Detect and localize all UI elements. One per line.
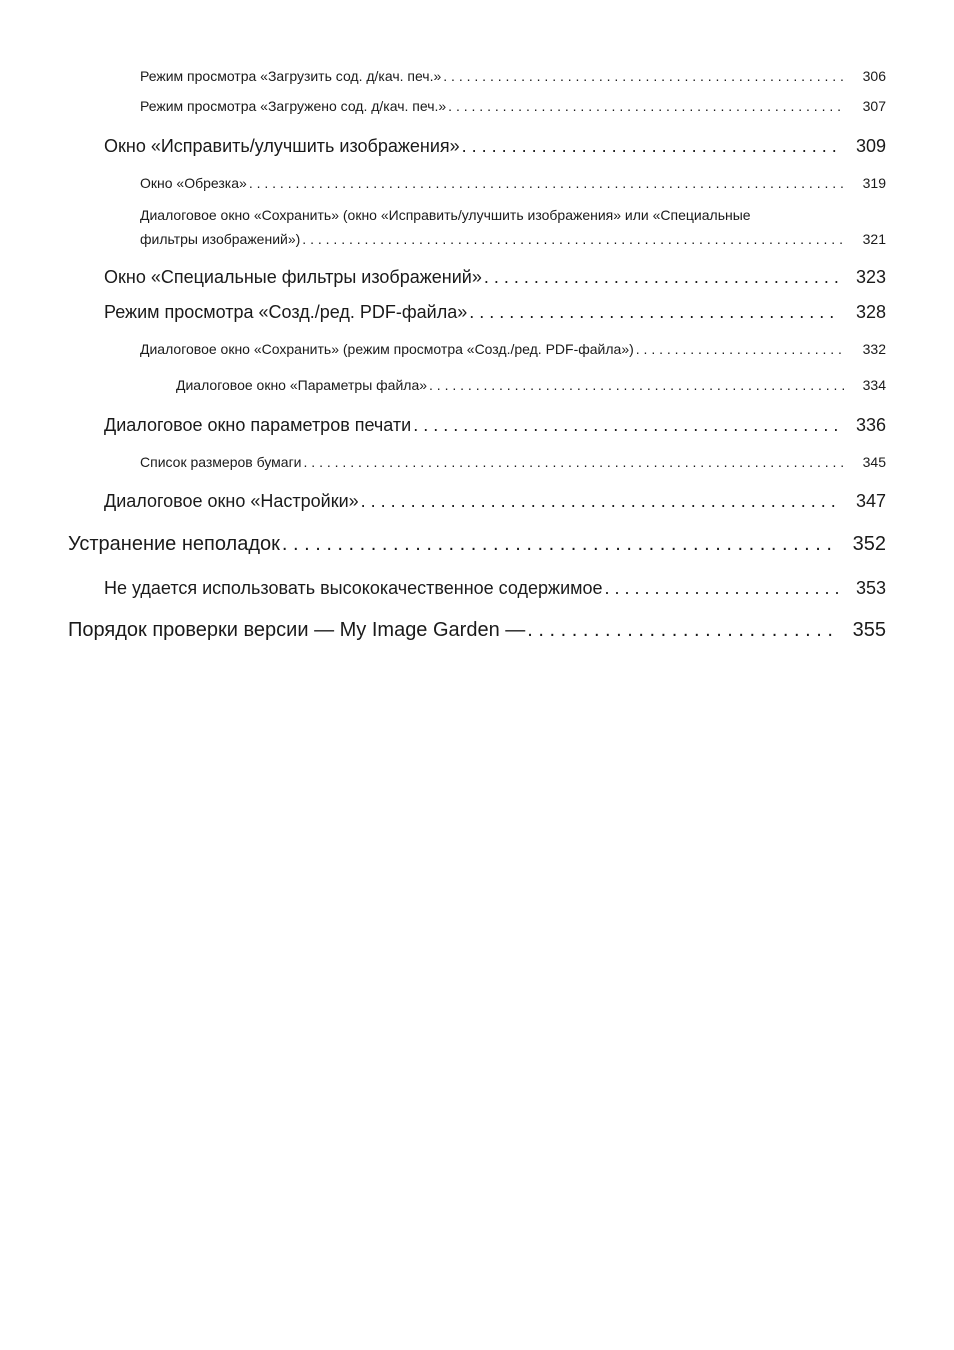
toc-entry-title: Диалоговое окно параметров печати [104,415,412,435]
toc-entry-page: 319 [862,175,886,191]
dot-leader [302,227,846,251]
dot-leader [469,302,840,323]
toc-entry-page: 347 [855,491,886,511]
toc-entry-title: Список размеров бумаги [140,454,302,470]
toc-entry[interactable] [104,578,886,599]
dot-leader [304,454,846,470]
toc-entry-page: 352 [852,533,886,555]
dot-leader [484,267,840,288]
toc-entry-page: 323 [855,267,886,287]
toc-entry-title: Порядок проверки версии — My Image Garden — [68,619,526,641]
toc-entry-page: 306 [862,68,886,84]
dot-leader [249,175,846,191]
dot-leader [443,68,846,84]
toc-entry[interactable] [140,203,886,251]
toc-entry-title: Не удается использовать высококачественное содержимое [104,578,603,598]
toc-entry-page: 353 [855,578,886,598]
dot-leader [636,341,846,357]
toc-entry-title: Окно «Специальные фильтры изображений» [104,267,482,287]
toc-entry-page: 328 [855,302,886,322]
toc-entry[interactable] [176,377,886,393]
toc-entry[interactable] [140,341,886,357]
toc-entry[interactable] [104,491,886,512]
dot-leader [462,136,840,157]
toc-entry-page: 309 [855,136,886,156]
toc-entry[interactable] [68,619,886,642]
toc-entry[interactable] [104,267,886,288]
toc-entry[interactable] [68,533,886,556]
toc-entry[interactable] [104,302,886,323]
toc-entry-title: Диалоговое окно «Сохранить» (окно «Исправить/улучшить изображения» или «Специальные [140,207,751,223]
dot-leader [448,98,846,114]
dot-leader [282,533,834,556]
toc-entry-title: Режим просмотра «Созд./ред. PDF-файла» [104,302,468,322]
toc-entry-page: 321 [862,231,886,247]
toc-entry-title: Диалоговое окно «Параметры файла» [176,377,428,393]
toc-entry-title: Режим просмотра «Загружено сод. д/кач. печ.» [140,98,447,114]
dot-leader [429,377,846,393]
toc-entry-page: 332 [862,341,886,357]
toc-entry-title: Устранение неполадок [68,533,280,555]
dot-leader [413,415,840,436]
toc-entry-page: 334 [862,377,886,393]
dot-leader [605,578,840,599]
toc-entry[interactable] [140,98,886,114]
toc-entry-title: Окно «Исправить/улучшить изображения» [104,136,460,156]
toc-entry[interactable] [104,415,886,436]
toc-entry-page: 345 [862,454,886,470]
toc-entry[interactable] [140,175,886,191]
dot-leader [527,619,834,642]
toc-entry[interactable] [140,68,886,84]
toc-entry-title: Окно «Обрезка» [140,175,247,191]
toc-entry-title: Диалоговое окно «Настройки» [104,491,359,511]
toc-entry[interactable] [104,136,886,157]
toc-entry[interactable] [140,454,886,470]
toc-entry-page: 355 [852,619,886,641]
toc-entry-page: 307 [862,98,886,114]
toc-entry-title-continued: фильтры изображений») [140,231,301,247]
toc-entry-title: Диалоговое окно «Сохранить» (режим просмотра «Созд./ред. PDF-файла») [140,341,634,357]
dot-leader [361,491,840,512]
toc-entry-title: Режим просмотра «Загрузить сод. д/кач. печ.» [140,68,442,84]
toc-entry-page: 336 [855,415,886,435]
